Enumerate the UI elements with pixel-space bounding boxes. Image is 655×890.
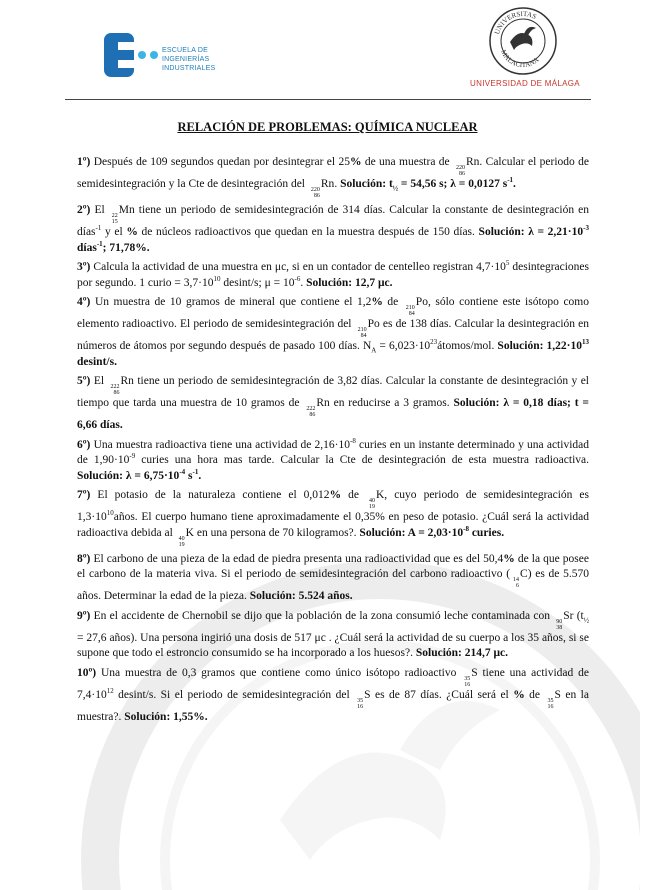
problem-text: de la que posee el carbono de la materia viva. Si el periodo de semidesintegración del carbono radioactivo (: [77, 552, 589, 580]
isotope-notation: [513, 577, 519, 589]
problem-text: de núcleos radioactivos que quedan en la muestra después de 150 días.: [137, 226, 479, 238]
problem-text: ) es de 5.570 años. Determinar la edad de la pieza.: [77, 568, 590, 602]
element-symbol: K: [375, 489, 385, 501]
problem-text: El potasio de la naturaleza contiene el 0,012: [90, 489, 330, 501]
problem-text: = 27,6 años). Una persona ingirió una dosis de 517 μc . ¿Cuál será la actividad de su cuerpo a los 35 años, si se supone que todo el estroncio consumido se ha incorporado a los huesos?.: [77, 631, 589, 659]
element-symbol: C: [520, 568, 528, 580]
problem-text: Calcula la actividad de una muestra en μc, si en un contador de centelleo registran 4,7·10: [90, 261, 506, 273]
problem-number: 10º): [77, 666, 97, 679]
isotope-notation: [179, 536, 185, 548]
atomic-number: 6: [516, 583, 520, 589]
solution-text: Solución: 1,22·10: [497, 340, 582, 352]
eii-logo-line: INGENIERÍAS: [162, 56, 210, 63]
atomic-number: 86: [313, 193, 320, 199]
problem-3: [77, 260, 589, 291]
eii-logo-text: [162, 46, 215, 73]
mass-number: 22: [111, 213, 118, 219]
solution: [77, 467, 202, 482]
problem-text: Después de 109 segundos quedan por desintegrar el 25: [90, 156, 350, 168]
atomic-number: 16: [357, 703, 364, 710]
superscript: -1: [192, 467, 199, 476]
problem-text: de una muestra de: [361, 156, 453, 168]
mass-number: 35: [357, 697, 364, 704]
mass-number: 220: [456, 165, 465, 171]
superscript: -4: [179, 467, 186, 476]
problem-text: desint/s; μ = 10: [220, 276, 295, 289]
isotope-notation: [464, 676, 470, 688]
problem-5: [77, 374, 589, 434]
atomic-number: 86: [113, 390, 120, 396]
superscript: -8: [463, 524, 469, 533]
element-symbol: Rn: [316, 397, 330, 409]
solution-text: Solución: A = 2,03·10: [359, 526, 464, 539]
atomic-number: 86: [309, 412, 316, 418]
solution: [359, 524, 505, 539]
problem-text: y el: [101, 226, 127, 238]
percent-sign: %: [349, 156, 362, 168]
problem-7: [77, 488, 589, 548]
university-name: UNIVERSIDAD DE MÁLAGA: [470, 79, 580, 88]
eii-logo: [104, 33, 160, 77]
problem-text: tiene una actividad de 7,4·10: [77, 666, 589, 701]
problem-number: 4º): [77, 296, 91, 308]
mass-number: 210: [405, 305, 415, 311]
element-symbol: Mn: [118, 204, 135, 216]
element-symbol: S: [554, 688, 561, 701]
superscript: -1: [96, 239, 103, 248]
superscript: 23: [430, 338, 438, 347]
superscript: 13: [581, 338, 589, 347]
header-divider: [65, 99, 591, 100]
problem-text: átomos/mol.: [437, 340, 498, 352]
problem-2: [77, 203, 589, 256]
problem-text: , sólo contiene este isótopo como elemento radioactivo. El periodo de semidesintegración del: [77, 296, 589, 330]
isotope-notation: [358, 327, 367, 339]
problem-text: años. El cuerpo humano tiene aproximadamente el 0,35% en peso de potasio. ¿Cuál será la actividad radioactiva debida al: [77, 511, 589, 539]
problem-text: .: [300, 276, 307, 289]
mass-number: 222: [306, 406, 316, 412]
superscript: -1: [95, 224, 102, 233]
superscript: -6: [294, 274, 301, 283]
percent-sign: %: [329, 489, 342, 501]
solution-text: s: [185, 469, 193, 482]
mass-number: 90: [556, 618, 563, 625]
percent-sign: %: [126, 226, 138, 238]
element-symbol: Po: [367, 318, 380, 330]
isotope-notation: [306, 406, 315, 418]
percent-sign: %: [513, 688, 525, 701]
problem-number: 8º): [77, 552, 91, 565]
element-symbol: Rn: [466, 156, 480, 168]
problem-text: tiene un periodo de semidesintegración de 3,82 días. Calcular la constante de desintegración y el tiempo que tarda una muestra de 10 gramos de: [77, 375, 589, 409]
problem-text: es de 138 días. Calcular la desintegración en números de átomos por segundo después de pasado 100 días. N: [77, 318, 590, 352]
problem-number: 5º): [77, 375, 91, 387]
atomic-number: 84: [360, 333, 367, 339]
problem-text: , cuyo periodo de semidesintegración es 1,3·10: [77, 489, 589, 523]
atomic-number: 19: [178, 541, 185, 548]
problem-text: El carbono de una pieza de la edad de piedra presenta una radioactividad que es del 50,4: [90, 552, 504, 565]
problem-text: El: [90, 204, 109, 216]
mass-number: 40: [368, 498, 375, 504]
solution-text: Solución: t: [340, 178, 393, 190]
problem-text: es de 87 días. ¿Cuál será el: [370, 688, 514, 701]
atomic-number: 16: [547, 703, 554, 710]
solution: [306, 277, 392, 289]
atomic-number: 86: [459, 171, 465, 177]
problem-text: en una persona de 70 kilogramos?.: [193, 526, 360, 539]
isotope-notation: [112, 213, 118, 225]
solution-text: curies.: [468, 526, 505, 539]
element-symbol: S: [471, 666, 478, 679]
subscript: A: [371, 346, 377, 355]
isotope-notation: [311, 187, 320, 199]
problem-text: tiene un periodo de semidesintegración de 314 días. Calcular la constante de desintegración en días: [77, 204, 589, 238]
superscript: 5: [505, 259, 510, 268]
solution-text: Solución: λ = 6,75·10: [77, 469, 180, 482]
problem-4: [77, 295, 589, 370]
isotope-notation: [369, 498, 375, 510]
mass-number: 210: [357, 327, 367, 333]
isotope-notation: [548, 698, 554, 710]
solution-text: = 54,56 s; λ = 0,0127 s: [398, 178, 508, 190]
problem-text: de: [341, 489, 366, 501]
solution-text: días: [77, 241, 97, 254]
solution-text: .: [513, 178, 516, 190]
problem-text: Un muestra de 10 gramos de mineral que contiene el 1,2: [90, 296, 372, 308]
atomic-number: 84: [408, 311, 415, 317]
element-symbol: Rn: [120, 375, 134, 387]
solution: Solución: λ = 0,18 días; t = 6,66 días.: [77, 397, 589, 431]
superscript: -9: [129, 452, 136, 461]
problem-number: 3º): [77, 261, 91, 273]
superscript: -3: [583, 224, 589, 233]
problem-text: de: [524, 688, 545, 701]
problem-text: en la muestra?.: [77, 688, 589, 723]
problem-text: desint/s. Si el periodo de semidesintegración del: [113, 688, 355, 701]
isotope-notation: [556, 619, 562, 631]
eii-logo-line: ESCUELA DE: [162, 47, 208, 54]
problem-number: 9º): [77, 609, 91, 622]
subscript: ½: [583, 615, 589, 624]
problem-text: en reducirse a 3 gramos.: [329, 397, 454, 409]
problem-9: [77, 609, 589, 662]
problem-text: En el accidente de Chernobil se dijo que la población de la zona consumió leche contaminada con: [90, 609, 554, 622]
atomic-number: 38: [556, 624, 563, 631]
problem-6: [77, 438, 589, 485]
problem-text: .: [334, 178, 341, 190]
superscript: 12: [106, 686, 114, 695]
isotope-notation: [456, 165, 465, 177]
solution-text: ; 71,78%.: [102, 241, 150, 254]
problem-text: Una muestra radioactiva tiene una actividad de 2,16·10: [90, 438, 351, 451]
solution-text: Solución: λ = 2,21·10: [478, 226, 584, 238]
mass-number: 35: [547, 697, 554, 704]
subscript: ½: [392, 184, 399, 193]
isotope-notation: [357, 698, 363, 710]
atomic-number: 19: [368, 504, 375, 510]
problem-text: desintegraciones por segundo. 1 curio = 3,7·10: [77, 261, 590, 289]
mass-number: 222: [110, 384, 120, 390]
problem-text: curies una hora mas tarde. Calcular la Cte de desintegración de esta muestra radioactiva.: [135, 454, 589, 466]
mass-number: 14: [513, 577, 520, 583]
university-seal: [488, 6, 558, 76]
atomic-number: 15: [111, 219, 118, 225]
problem-number: 6º): [77, 438, 91, 451]
solution-text: desint/s.: [77, 355, 117, 368]
element-symbol: Sr: [563, 609, 574, 622]
element-symbol: Rn: [320, 178, 335, 190]
mass-number: 40: [178, 535, 185, 542]
svg-text:MALACITANA: [499, 49, 540, 69]
page-title: RELACIÓN DE PROBLEMAS: QUÍMICA NUCLEAR: [177, 120, 478, 134]
svg-text:UNIVERSITAS: [493, 10, 538, 35]
seal-bottom-text: MALACITANA: [499, 48, 541, 70]
problem-text: curies en un instante determinado y una actividad de 1,90·10: [77, 438, 589, 466]
element-symbol: K: [185, 526, 194, 539]
isotope-notation: [110, 384, 119, 396]
solution: [340, 176, 516, 193]
problem-number: 1º): [77, 156, 91, 168]
solution: Solución: 5.524 años.: [249, 590, 353, 602]
seal-top-text: UNIVERSITAS: [493, 9, 538, 36]
problem-10: [77, 666, 589, 726]
superscript: 10: [106, 509, 114, 518]
solution-text: .: [389, 276, 393, 289]
atomic-number: 16: [464, 681, 471, 688]
percent-sign: %: [371, 296, 383, 308]
mass-number: 35: [464, 675, 471, 682]
problem-list: [77, 155, 589, 729]
solution-text: Solución: 12,7 μc: [306, 276, 390, 289]
isotope-notation: [406, 305, 415, 317]
problem-text: = 6,023·10: [376, 340, 431, 352]
solution: Solución: 1,55%.: [124, 710, 208, 723]
superscript: 10: [213, 274, 221, 283]
mass-number: 220: [310, 187, 320, 193]
problem-text: Una muestra de 0,3 gramos que contiene como único isótopo radioactivo: [96, 666, 462, 679]
percent-sign: %: [503, 552, 515, 565]
problem-1: [77, 155, 589, 199]
problem-number: 2º): [77, 204, 91, 216]
problem-text: (t: [573, 609, 584, 622]
eii-logo-line: INDUSTRIALES: [162, 65, 216, 72]
solution: Solución: 214,7 μc.: [415, 647, 508, 659]
superscript: -8: [350, 436, 356, 445]
page-header: [0, 0, 655, 100]
solution-text: .: [198, 469, 202, 482]
element-symbol: Po: [415, 296, 428, 308]
problem-text: de: [382, 296, 403, 308]
problem-number: 7º): [77, 489, 91, 501]
superscript: -1: [507, 176, 514, 185]
element-symbol: S: [364, 688, 371, 701]
problem-text: El: [90, 375, 108, 387]
problem-8: [77, 552, 589, 605]
problem-text: . Calcular el periodo de semidesintegración y la Cte de desintegración del: [77, 156, 589, 190]
